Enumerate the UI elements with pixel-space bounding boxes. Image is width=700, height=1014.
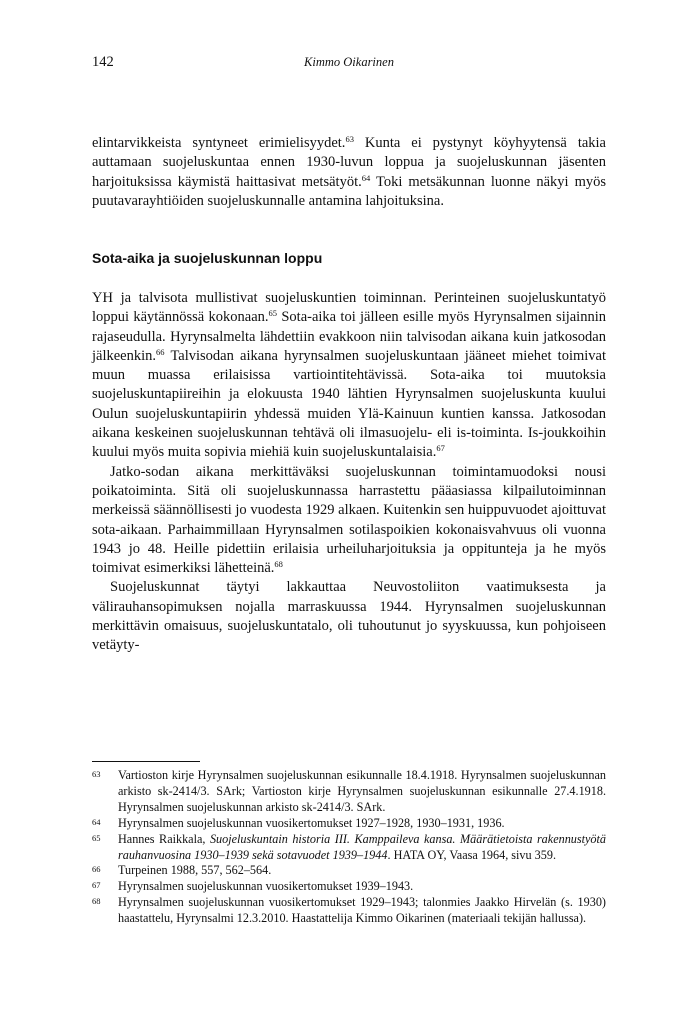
footnote-number: 63: [92, 769, 101, 779]
footnote-number: 64: [92, 816, 101, 827]
footnote: [92, 879, 606, 895]
footnote-title: Suojeluskuntain historia III. Kamppaileva kansa. Määrätietoista rakennustyötä rauhanvuosina 1930–1939 sekä sotavuodet 1939–1944: [118, 831, 606, 862]
footnote-number: 66: [92, 864, 101, 875]
section-text: [92, 289, 606, 656]
footnotes: [92, 768, 606, 927]
footnote: [92, 816, 606, 832]
footnote-text: Hyrynsalmen suojeluskunnan vuosikertomukset 1929–1943; talonmies Jaakko Hirvelän (s. 1930) haastattelu, Hyrynsalmi 12.3.2010. Haastattelija Kimmo Oikarinen (materiaali tekijän hallussa).: [118, 895, 606, 926]
page-header: [92, 54, 606, 74]
footnote-text: Vartioston kirje Hyrynsalmen suojeluskunnan esikunnalle 18.4.1918. Hyrynsalmen suojeluskunnan arkisto sk-2414/3. SArk; Vartioston kirje Hyrynsalmen suojeluskunnan esikunnalle 27.4.1918. Hyrynsalmen suojeluskunnan arkisto sk-2414/3. SArk.: [118, 768, 606, 814]
footnote-ref: 64: [361, 172, 371, 183]
page-number: 142: [92, 54, 114, 70]
intro-text: [92, 134, 606, 211]
footnote-ref: 67: [436, 443, 445, 454]
footnote-text: Hannes Raikkala,: [118, 831, 210, 846]
footnote: [92, 863, 606, 879]
footnote-text: Turpeinen 1988, 557, 562–564.: [118, 863, 272, 878]
intro-paragraph: [92, 134, 606, 211]
text-run: Suojeluskunnat täytyi lakkauttaa Neuvostoliiton vaatimuksesta ja välirauhansopimuksen nojalla marraskuussa 1944. Hyrynsalmen suojeluskunnan merkittävin omaisuus, suojeluskuntatalo, oli tuhoutunut jo syyskuussa, kun pohjoiseen vetäyty-: [92, 579, 606, 654]
footnote-text: . HATA OY, Vaasa 1964, sivu 359.: [387, 847, 556, 862]
paragraph: [92, 289, 606, 463]
footnote-text: Hyrynsalmen suojeluskunnan vuosikertomukset 1927–1928, 1930–1931, 1936.: [118, 815, 505, 830]
footnote-ref: 68: [274, 559, 283, 570]
footnote-number: 65: [92, 832, 101, 843]
footnote: [92, 895, 606, 927]
paragraph: [92, 463, 606, 579]
running-head: Kimmo Oikarinen: [304, 55, 394, 69]
footnote: [92, 832, 606, 864]
footnote-number: 68: [92, 896, 101, 907]
text-run: Kunta ei pystynyt köyhyytensä takia auttamaan suojeluskuntaa ennen 1930-luvun loppua ja suojeluskunnan jäsenten harjoituksissa käymistä haittasivat metsätyöt.: [92, 135, 606, 190]
text-run: Toki metsäkunnan luonne näkyi myös puutavarayhtiöiden suojeluskunnalle antamina lahjoituksina.: [92, 173, 607, 209]
paragraph: [92, 578, 606, 655]
footnote-divider: [92, 761, 200, 762]
text-run: Talvisodan aikana hyrynsalmen suojeluskuntaan jääneet miehet toimivat muun muassa erilaisissa vartiointitehtävissä. Sota-aika toi muutoksia suojeluskuntapiireihin ja elokuusta 1940 lähtien Hyrynsalmen suojeluskunta kuului Oulun suojeluskuntapiirin yhdessä muiden Ylä-Kainuun kuntien kanssa. Jatkosodan aikana keskeinen suojeluskunnan tehtävä oli ilmasuojelu- eli is-toiminta. Is-joukkoihin kuului myös muita sopivia miehiä kuin suojeluskuntalaisia.: [92, 347, 606, 461]
text-run: elintarvikkeista syntyneet erimielisyydet.: [92, 135, 346, 151]
footnote-text: Hyrynsalmen suojeluskunnan vuosikertomukset 1939–1943.: [118, 879, 414, 894]
footnote-ref: 63: [345, 134, 354, 144]
text-run: Jatko-sodan aikana merkittäväksi suojeluskunnan toimintamuodoksi nousi poikatoiminta. Sitä oli suojeluskunnassa harrastettu pääasiassa kilpailutoiminnan merkeissä säännöllisesti jo vuodesta 1929 alkaen. Kuitenkin sen huippuvuodet ajoittuvat sota-aikaan. Parhaimmillaan Hyrynsalmen sotilaspoikien kokonaisvahvuus oli vuonna 1943 jo 48. Heille pidettiin erilaisia urheiluharjoituksia ja oppitunteja ja he myös toimivat esimerkiksi lähetteinä.: [92, 463, 606, 577]
footnote-ref: 65: [268, 308, 278, 319]
section-heading: Sota-aika ja suojeluskunnan loppu: [92, 250, 323, 266]
footnote-ref: 66: [156, 346, 165, 357]
footnote-number: 67: [92, 880, 101, 891]
footnote: [92, 768, 606, 816]
text-run: YH ja talvisota mullistivat suojeluskuntien toiminnan. Perinteinen suojeluskuntatyö loppui käytännössä kokonaan.: [92, 290, 606, 326]
text-run: Sota-aika toi jälleen esille myös Hyrynsalmen sijainnin rajaseudulla. Hyrynsalmelta lähdettiin evakkoon niin talvisodan aikana kuin jatkosodan jälkeenkin.: [92, 309, 606, 364]
